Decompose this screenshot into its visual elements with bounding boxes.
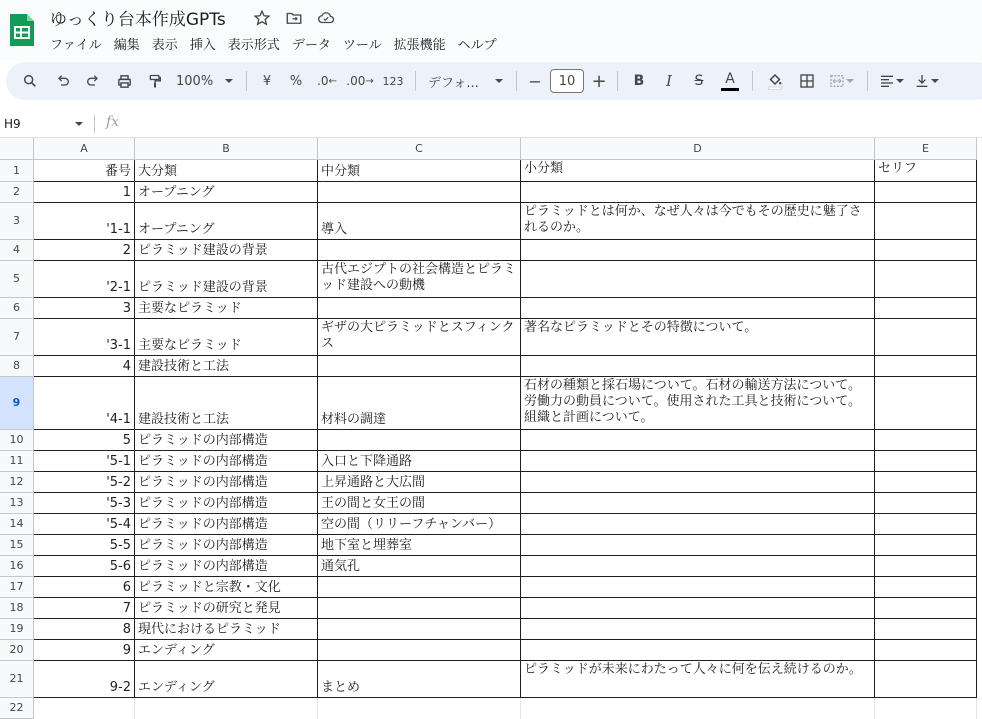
cell-number[interactable]	[34, 240, 135, 261]
cell-major-category[interactable]	[135, 430, 318, 451]
cell-sub-category[interactable]	[521, 514, 875, 535]
strikethrough-button[interactable]: S	[694, 73, 704, 89]
chevron-down-icon	[895, 76, 905, 86]
row-header-12[interactable]: 12	[0, 472, 34, 493]
cell-middle-category[interactable]	[318, 298, 521, 319]
cell-dialogue[interactable]	[875, 472, 977, 493]
cell-middle-category[interactable]	[318, 182, 521, 203]
cell-text: '5-2	[106, 475, 131, 490]
cell-dialogue[interactable]	[875, 640, 977, 661]
cell-dialogue[interactable]	[875, 240, 977, 261]
column-header-a[interactable]: A	[34, 138, 135, 160]
cell-text: 小分類	[524, 161, 564, 176]
cell-dialogue[interactable]	[875, 356, 977, 377]
cell-number[interactable]	[34, 451, 135, 472]
row-header-3[interactable]: 3	[0, 203, 34, 240]
cell-text: '1-1	[106, 222, 131, 237]
cell-major-category[interactable]	[135, 182, 318, 203]
cell-number[interactable]	[34, 377, 135, 430]
row-header-10[interactable]: 10	[0, 430, 34, 451]
cell-sub-category[interactable]	[521, 240, 875, 261]
chevron-down-icon	[494, 76, 504, 86]
cell-text: まとめ	[321, 680, 361, 695]
cell-major-category[interactable]	[135, 556, 318, 577]
cell-text: ピラミッドと宗教・文化	[138, 580, 281, 595]
cell-text: 9	[122, 643, 131, 658]
row-header-19[interactable]: 19	[0, 619, 34, 640]
cell-major-category[interactable]	[135, 619, 318, 640]
cell-number[interactable]	[34, 261, 135, 298]
cell-text: 大分類	[138, 164, 178, 179]
toolbar-divider	[415, 71, 416, 91]
cell-dialogue[interactable]	[875, 577, 977, 598]
chevron-down-icon	[224, 76, 234, 86]
cell-number[interactable]	[34, 698, 135, 719]
formula-bar	[0, 108, 982, 138]
cell-text: 地下室と埋葬室	[321, 538, 413, 553]
cell-text: 建設技術と工法	[138, 359, 230, 374]
cell-sub-category[interactable]	[521, 377, 875, 430]
menu-data[interactable]: データ	[291, 38, 331, 53]
star-icon[interactable]	[252, 8, 272, 28]
chevron-down-icon	[930, 76, 940, 86]
cell-number[interactable]	[34, 160, 135, 182]
toolbar-divider	[617, 71, 618, 91]
cell-text: 5	[122, 433, 131, 448]
cell-middle-category[interactable]	[318, 514, 521, 535]
cell-middle-category[interactable]	[318, 430, 521, 451]
cell-middle-category[interactable]	[318, 240, 521, 261]
chevron-down-icon	[845, 76, 855, 86]
font-size-field[interactable]	[547, 67, 587, 95]
cell-text: ピラミッドが未来にわたって人々に何を伝え続けるのか。	[524, 662, 862, 677]
row-header-6[interactable]: 6	[0, 298, 34, 319]
row-header-22[interactable]: 22	[0, 698, 34, 719]
bold-button[interactable]: B	[633, 73, 645, 89]
cell-dialogue[interactable]	[875, 182, 977, 203]
cell-major-category[interactable]	[135, 203, 318, 240]
cell-text: 現代におけるピラミッド	[138, 622, 281, 637]
row-header-20[interactable]: 20	[0, 640, 34, 661]
cloud-saved-icon[interactable]	[316, 8, 336, 28]
row-header-2[interactable]: 2	[0, 182, 34, 203]
cell-major-category[interactable]	[135, 598, 318, 619]
cell-sub-category[interactable]	[521, 535, 875, 556]
number-format-button[interactable]: 123	[382, 74, 404, 88]
sheets-logo-icon[interactable]	[8, 12, 36, 48]
cell-text: 2	[122, 243, 131, 258]
cell-major-category[interactable]	[135, 577, 318, 598]
italic-button[interactable]: I	[666, 72, 672, 90]
cell-major-category[interactable]	[135, 319, 318, 356]
cell-text: ピラミッドとは何か、なぜ人々は今でもその歴史に魅了されるのか。	[524, 204, 862, 235]
cell-dialogue[interactable]	[875, 514, 977, 535]
column-header-b[interactable]: B	[135, 138, 318, 160]
cell-sub-category[interactable]	[521, 493, 875, 514]
cell-number[interactable]	[34, 514, 135, 535]
cell-major-category[interactable]	[135, 698, 318, 719]
text-color-swatch	[721, 88, 739, 91]
cell-sub-category[interactable]	[521, 319, 875, 356]
paint-format-icon[interactable]	[140, 67, 170, 95]
column-header-d[interactable]: D	[521, 138, 875, 160]
cell-sub-category[interactable]	[521, 298, 875, 319]
cell-text: 主要なピラミッド	[138, 338, 242, 353]
chevron-down-icon	[74, 119, 84, 129]
row-header-8[interactable]: 8	[0, 356, 34, 377]
decrease-decimal-button[interactable]: .0 ←	[317, 74, 337, 88]
cell-text: '2-1	[106, 280, 131, 295]
font-select[interactable]	[422, 67, 510, 95]
cell-text: '5-3	[106, 496, 131, 511]
cell-middle-category[interactable]	[318, 160, 521, 182]
cell-number[interactable]	[34, 661, 135, 698]
row-header-11[interactable]: 11	[0, 451, 34, 472]
row-header-17[interactable]: 17	[0, 577, 34, 598]
cell-major-category[interactable]	[135, 514, 318, 535]
cell-number[interactable]	[34, 556, 135, 577]
cell-text: 材料の調達	[321, 412, 387, 427]
cell-sub-category[interactable]	[521, 182, 875, 203]
cell-middle-category[interactable]	[318, 577, 521, 598]
cell-text: ピラミッドの内部構造	[138, 538, 268, 553]
fx-icon: fx	[106, 114, 120, 130]
cell-middle-category[interactable]	[318, 451, 521, 472]
cell-text: 番号	[104, 164, 131, 179]
toolbar	[6, 62, 982, 100]
cell-dialogue[interactable]	[875, 661, 977, 698]
cell-text: ピラミッド建設の背景	[138, 243, 268, 258]
cell-sub-category[interactable]	[521, 577, 875, 598]
cell-middle-category[interactable]	[318, 356, 521, 377]
formula-input[interactable]	[130, 114, 970, 134]
cell-middle-category[interactable]	[318, 319, 521, 356]
row-header-16[interactable]: 16	[0, 556, 34, 577]
cell-number[interactable]	[34, 598, 135, 619]
menu-help[interactable]: ヘルプ	[457, 38, 497, 53]
cell-sub-category[interactable]	[521, 356, 875, 377]
cell-major-category[interactable]	[135, 240, 318, 261]
cell-text: 8	[122, 622, 131, 637]
cell-text: '5-4	[106, 517, 131, 532]
cell-sub-category[interactable]	[521, 261, 875, 298]
undo-icon[interactable]	[48, 67, 78, 95]
row-header-1[interactable]: 1	[0, 160, 34, 182]
cell-dialogue[interactable]	[875, 319, 977, 356]
cell-text: 建設技術と工法	[138, 412, 230, 427]
row-header-15[interactable]: 15	[0, 535, 34, 556]
cell-dialogue[interactable]	[875, 556, 977, 577]
cell-major-category[interactable]	[135, 661, 318, 698]
cell-middle-category[interactable]	[318, 261, 521, 298]
cell-dialogue[interactable]	[875, 598, 977, 619]
cell-sub-category[interactable]	[521, 556, 875, 577]
toolbar-divider	[246, 71, 247, 91]
toolbar-divider	[867, 71, 868, 91]
cell-number[interactable]	[34, 493, 135, 514]
text-color-button[interactable]	[714, 67, 746, 95]
name-box[interactable]	[4, 114, 86, 134]
menu-view[interactable]: 表示	[151, 38, 178, 53]
cell-text: ピラミッド建設の背景	[138, 280, 268, 295]
cell-text: 通気孔	[321, 559, 361, 574]
cell-major-category[interactable]	[135, 451, 318, 472]
cell-text: ピラミッドの内部構造	[138, 475, 268, 490]
cell-middle-category[interactable]	[318, 598, 521, 619]
menu-extensions[interactable]: 拡張機能	[393, 38, 446, 53]
cell-sub-category[interactable]	[521, 160, 875, 182]
cell-text: 9-2	[109, 680, 131, 695]
formula-bar-divider	[94, 115, 95, 133]
cell-middle-category[interactable]	[318, 472, 521, 493]
cell-text: 1	[122, 185, 131, 200]
cell-text: ピラミッドの内部構造	[138, 454, 268, 469]
cell-text: 入口と下降通路	[321, 454, 413, 469]
decrease-decimal-label: .0	[317, 74, 329, 88]
cell-text: 主要なピラミッド	[138, 301, 242, 316]
cell-number[interactable]	[34, 430, 135, 451]
cell-major-category[interactable]	[135, 535, 318, 556]
cell-dialogue[interactable]	[875, 493, 977, 514]
cell-text: 5-5	[109, 538, 131, 553]
cell-text: ピラミッドの内部構造	[138, 517, 268, 532]
redo-icon[interactable]	[78, 67, 108, 95]
cell-major-category[interactable]	[135, 493, 318, 514]
cell-text: 4	[122, 359, 131, 374]
font-size-decrease-button[interactable]: −	[528, 71, 542, 91]
menu-edit[interactable]: 編集	[113, 38, 140, 53]
cell-reference: H9	[4, 117, 21, 131]
cell-text: 上昇通路と大広間	[321, 475, 426, 490]
cell-text: エンディング	[138, 643, 215, 658]
cell-sub-category[interactable]	[521, 640, 875, 661]
cell-dialogue[interactable]	[875, 451, 977, 472]
menu-tools[interactable]: ツール	[342, 38, 382, 53]
cell-text: 6	[122, 580, 131, 595]
cell-text: '5-1	[106, 454, 131, 469]
cell-sub-category[interactable]	[521, 598, 875, 619]
row-header-13[interactable]: 13	[0, 493, 34, 514]
cell-middle-category[interactable]	[318, 640, 521, 661]
move-to-folder-icon[interactable]	[284, 8, 304, 28]
cell-sub-category[interactable]	[521, 619, 875, 640]
cell-text: '4-1	[106, 412, 131, 427]
column-header-e[interactable]: E	[875, 138, 977, 160]
cell-middle-category[interactable]	[318, 535, 521, 556]
row-header-4[interactable]: 4	[0, 240, 34, 261]
cell-text: エンディング	[138, 680, 215, 695]
row-header-5[interactable]: 5	[0, 261, 34, 298]
cell-dialogue[interactable]	[875, 203, 977, 240]
cell-major-category[interactable]	[135, 298, 318, 319]
toolbar-divider	[516, 71, 517, 91]
title-bar	[0, 0, 982, 60]
cell-dialogue[interactable]	[875, 698, 977, 719]
cell-text: セリフ	[878, 161, 918, 176]
cell-text: 3	[122, 301, 131, 316]
merge-cells-icon[interactable]	[823, 67, 861, 95]
cell-dialogue[interactable]	[875, 160, 977, 182]
cell-text: 導入	[321, 222, 348, 237]
increase-decimal-button[interactable]: .00 →	[346, 74, 374, 88]
cell-major-category[interactable]	[135, 377, 318, 430]
cell-number[interactable]	[34, 298, 135, 319]
row-header-7[interactable]: 7	[0, 319, 34, 356]
cell-number[interactable]	[34, 182, 135, 203]
font-size-increase-button[interactable]: +	[591, 70, 607, 92]
cell-major-category[interactable]	[135, 640, 318, 661]
cell-middle-category[interactable]	[318, 698, 521, 719]
cell-text: 空の間（リリーフチャンバー）	[321, 517, 502, 532]
zoom-select[interactable]	[170, 67, 240, 95]
cell-middle-category[interactable]	[318, 493, 521, 514]
cell-text: ギザの大ピラミッドとスフィンクス	[321, 320, 515, 351]
cell-major-category[interactable]	[135, 472, 318, 493]
row-header-21[interactable]: 21	[0, 661, 34, 698]
cell-major-category[interactable]	[135, 261, 318, 298]
cell-text: 著名なピラミッドとその特徴について。	[524, 320, 758, 335]
vertical-align-icon[interactable]	[910, 67, 944, 95]
cell-text: 古代エジプトの社会構造とピラミッド建設への動機	[321, 262, 517, 293]
increase-decimal-label: .00	[346, 74, 366, 88]
cell-dialogue[interactable]	[875, 261, 977, 298]
cell-number[interactable]	[34, 619, 135, 640]
cell-dialogue[interactable]	[875, 619, 977, 640]
select-all-corner[interactable]	[0, 138, 34, 160]
row-header-9[interactable]: 9	[0, 377, 34, 430]
print-icon[interactable]	[108, 67, 140, 95]
cell-text: オープニング	[138, 222, 215, 237]
cell-text: 王の間と女王の間	[321, 496, 426, 511]
cell-text: 石材の種類と採石場について。石材の輸送方法について。労働力の動員について。使用された工具と技術について。組織と計画について。	[524, 378, 861, 425]
cell-text: ピラミッドの内部構造	[138, 559, 268, 574]
cell-sub-category[interactable]	[521, 430, 875, 451]
menu-file[interactable]: ファイル	[50, 38, 102, 53]
cell-text: オープニング	[138, 185, 215, 200]
font-size-value: 10	[550, 69, 584, 93]
cell-text: ピラミッドの研究と発見	[138, 601, 281, 616]
cell-number[interactable]	[34, 640, 135, 661]
cell-major-category[interactable]	[135, 356, 318, 377]
menu-insert[interactable]: 挿入	[189, 38, 216, 53]
borders-icon[interactable]	[791, 67, 823, 95]
search-icon[interactable]	[12, 67, 48, 95]
zoom-value: 100%	[176, 73, 214, 89]
cell-number[interactable]	[34, 472, 135, 493]
horizontal-align-icon[interactable]	[874, 67, 910, 95]
currency-format-button[interactable]: ¥	[262, 73, 272, 89]
cell-number[interactable]	[34, 203, 135, 240]
menu-format[interactable]: 表示形式	[227, 38, 280, 53]
fill-color-icon[interactable]	[759, 67, 791, 95]
cell-text: ピラミッドの内部構造	[138, 496, 268, 511]
cell-middle-category[interactable]	[318, 203, 521, 240]
cell-number[interactable]	[34, 356, 135, 377]
cell-sub-category[interactable]	[521, 472, 875, 493]
menu-bar	[50, 34, 509, 53]
cell-text: ピラミッドの内部構造	[138, 433, 268, 448]
row-header-18[interactable]: 18	[0, 598, 34, 619]
column-header-c[interactable]: C	[318, 138, 521, 160]
row-header-14[interactable]: 14	[0, 514, 34, 535]
toolbar-divider	[752, 71, 753, 91]
cell-middle-category[interactable]	[318, 556, 521, 577]
cell-text: 5-6	[109, 559, 131, 574]
cell-text: '3-1	[106, 338, 131, 353]
cell-sub-category[interactable]	[521, 698, 875, 719]
cell-dialogue[interactable]	[875, 298, 977, 319]
cell-number[interactable]	[34, 535, 135, 556]
cell-sub-category[interactable]	[521, 451, 875, 472]
cell-sub-category[interactable]	[521, 661, 875, 698]
cell-number[interactable]	[34, 577, 135, 598]
cell-sub-category[interactable]	[521, 203, 875, 240]
cell-middle-category[interactable]	[318, 619, 521, 640]
cell-number[interactable]	[34, 319, 135, 356]
cell-text: 7	[122, 601, 131, 616]
cell-major-category[interactable]	[135, 160, 318, 182]
font-name: デフォ...	[428, 75, 479, 91]
cell-middle-category[interactable]	[318, 377, 521, 430]
cell-dialogue[interactable]	[875, 377, 977, 430]
cell-middle-category[interactable]	[318, 661, 521, 698]
percent-format-button[interactable]: %	[289, 73, 303, 89]
text-color-letter: A	[725, 70, 735, 87]
cell-text: 中分類	[321, 164, 361, 179]
cell-dialogue[interactable]	[875, 535, 977, 556]
document-title[interactable]: ゆっくり台本作成GPTs	[50, 10, 226, 30]
cell-dialogue[interactable]	[875, 430, 977, 451]
